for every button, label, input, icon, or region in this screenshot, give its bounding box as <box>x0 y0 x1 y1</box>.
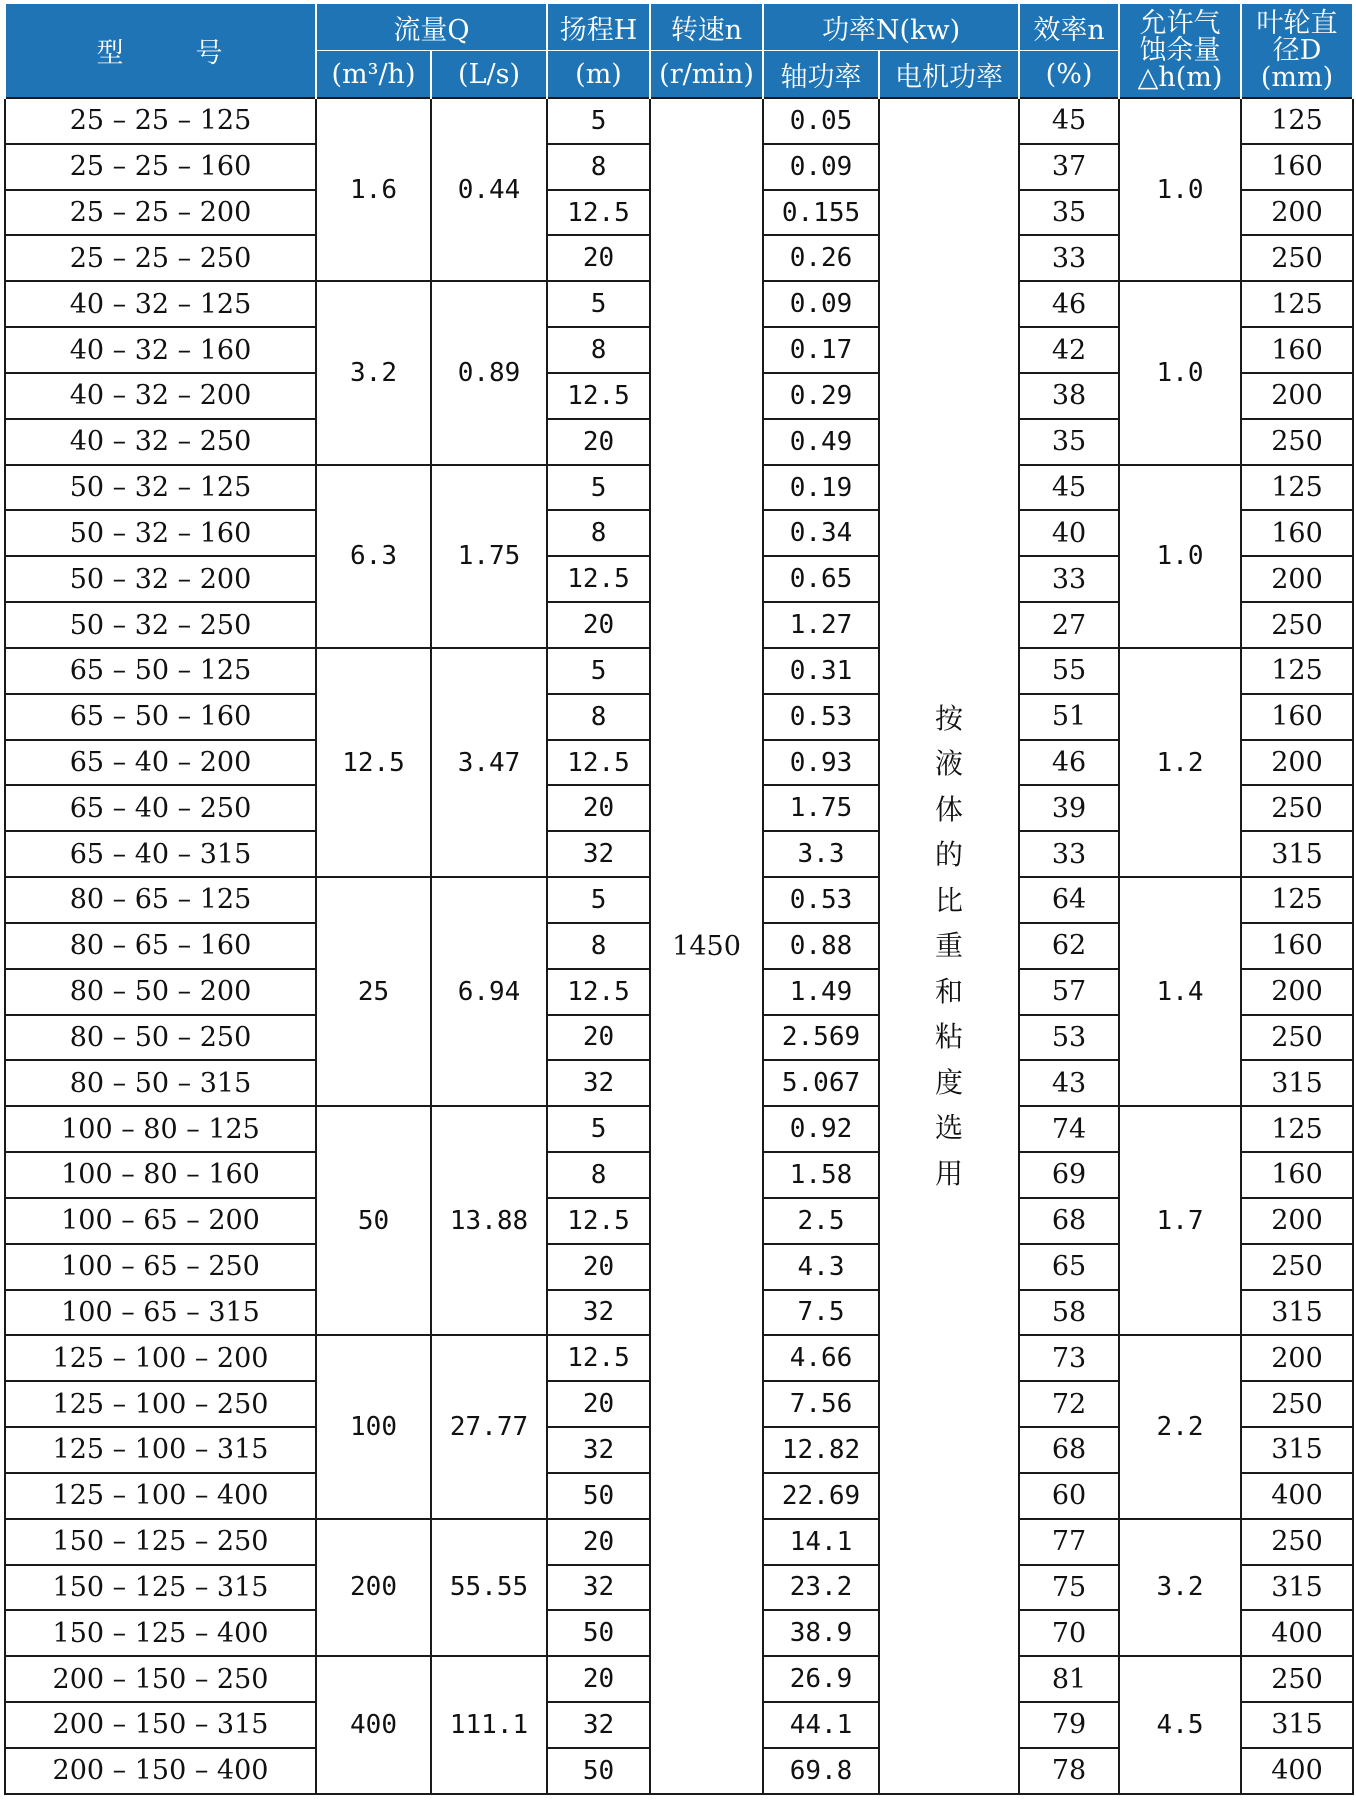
model-cell: 100 – 80 – 160 <box>5 1152 316 1198</box>
head-cell: 12.5 <box>547 556 650 602</box>
model-cell: 50 – 32 – 200 <box>5 556 316 602</box>
speed-cell: 1450 <box>650 98 763 1794</box>
model-cell: 200 – 150 – 315 <box>5 1702 316 1748</box>
impeller-diameter-cell: 160 <box>1241 694 1353 740</box>
efficiency-cell: 55 <box>1019 648 1119 694</box>
shaft-power-cell: 0.155 <box>763 190 879 236</box>
npsh-cell: 3.2 <box>1119 1519 1241 1656</box>
shaft-power-cell: 0.92 <box>763 1106 879 1152</box>
model-cell: 150 – 125 – 250 <box>5 1519 316 1565</box>
impeller-diameter-cell: 160 <box>1241 1152 1353 1198</box>
flow-m3h-cell: 400 <box>316 1656 431 1794</box>
impeller-diameter-cell: 315 <box>1241 1427 1353 1473</box>
shaft-power-cell: 0.09 <box>763 281 879 327</box>
model-cell: 80 – 50 – 250 <box>5 1015 316 1061</box>
flow-ls-cell: 111.1 <box>431 1656 547 1794</box>
impeller-diameter-cell: 250 <box>1241 1656 1353 1702</box>
impeller-diameter-cell: 250 <box>1241 1015 1353 1061</box>
header-head: 扬程H <box>547 4 650 51</box>
head-cell: 32 <box>547 1060 650 1106</box>
head-cell: 12.5 <box>547 740 650 786</box>
shaft-power-cell: 26.9 <box>763 1656 879 1702</box>
shaft-power-cell: 0.29 <box>763 373 879 419</box>
impeller-diameter-cell: 400 <box>1241 1748 1353 1794</box>
impeller-diameter-cell: 125 <box>1241 877 1353 923</box>
shaft-power-cell: 0.88 <box>763 923 879 969</box>
shaft-power-cell: 0.31 <box>763 648 879 694</box>
efficiency-cell: 33 <box>1019 556 1119 602</box>
model-cell: 65 – 40 – 315 <box>5 831 316 877</box>
efficiency-cell: 72 <box>1019 1381 1119 1427</box>
model-cell: 125 – 100 – 200 <box>5 1335 316 1381</box>
npsh-cell: 4.5 <box>1119 1656 1241 1794</box>
model-cell: 40 – 32 – 160 <box>5 327 316 373</box>
efficiency-cell: 35 <box>1019 190 1119 236</box>
shaft-power-cell: 3.3 <box>763 831 879 877</box>
efficiency-cell: 68 <box>1019 1427 1119 1473</box>
model-cell: 80 – 50 – 315 <box>5 1060 316 1106</box>
efficiency-cell: 62 <box>1019 923 1119 969</box>
efficiency-cell: 33 <box>1019 235 1119 281</box>
head-cell: 5 <box>547 648 650 694</box>
head-cell: 32 <box>547 1427 650 1473</box>
efficiency-cell: 78 <box>1019 1748 1119 1794</box>
shaft-power-cell: 0.17 <box>763 327 879 373</box>
head-cell: 20 <box>547 1244 650 1290</box>
efficiency-cell: 46 <box>1019 740 1119 786</box>
impeller-diameter-cell: 125 <box>1241 98 1353 144</box>
impeller-diameter-cell: 125 <box>1241 465 1353 511</box>
model-cell: 125 – 100 – 315 <box>5 1427 316 1473</box>
efficiency-cell: 27 <box>1019 602 1119 648</box>
model-cell: 125 – 100 – 400 <box>5 1473 316 1519</box>
shaft-power-cell: 44.1 <box>763 1702 879 1748</box>
impeller-diameter-cell: 250 <box>1241 602 1353 648</box>
model-cell: 50 – 32 – 125 <box>5 465 316 511</box>
shaft-power-cell: 0.53 <box>763 694 879 740</box>
head-cell: 5 <box>547 877 650 923</box>
shaft-power-cell: 2.569 <box>763 1015 879 1061</box>
motor-power-note-char: 和 <box>935 974 964 1008</box>
shaft-power-cell: 22.69 <box>763 1473 879 1519</box>
model-cell: 100 – 65 – 200 <box>5 1198 316 1244</box>
impeller-diameter-cell: 200 <box>1241 1335 1353 1381</box>
impeller-diameter-cell: 250 <box>1241 235 1353 281</box>
head-cell: 20 <box>547 785 650 831</box>
shaft-power-cell: 0.53 <box>763 877 879 923</box>
impeller-diameter-cell: 160 <box>1241 510 1353 556</box>
head-cell: 32 <box>547 1565 650 1611</box>
head-cell: 8 <box>547 510 650 556</box>
model-cell: 50 – 32 – 160 <box>5 510 316 556</box>
flow-ls-cell: 1.75 <box>431 465 547 648</box>
header-model: 型 号 <box>5 4 316 99</box>
shaft-power-cell: 38.9 <box>763 1610 879 1656</box>
head-cell: 20 <box>547 235 650 281</box>
shaft-power-cell: 1.75 <box>763 785 879 831</box>
model-cell: 65 – 50 – 125 <box>5 648 316 694</box>
motor-power-note-char: 粘 <box>935 1020 964 1054</box>
efficiency-cell: 58 <box>1019 1290 1119 1336</box>
model-cell: 40 – 32 – 250 <box>5 419 316 465</box>
head-cell: 20 <box>547 602 650 648</box>
model-cell: 80 – 65 – 160 <box>5 923 316 969</box>
efficiency-cell: 74 <box>1019 1106 1119 1152</box>
flow-m3h-cell: 6.3 <box>316 465 431 648</box>
header-shaft-power: 轴功率 <box>763 51 879 99</box>
motor-power-note-char: 的 <box>935 838 964 872</box>
header-power: 功率N(kw) <box>763 4 1019 51</box>
head-cell: 20 <box>547 1519 650 1565</box>
flow-m3h-cell: 12.5 <box>316 648 431 877</box>
head-cell: 8 <box>547 923 650 969</box>
flow-ls-cell: 55.55 <box>431 1519 547 1656</box>
shaft-power-cell: 2.5 <box>763 1198 879 1244</box>
npsh-cell: 1.0 <box>1119 465 1241 648</box>
shaft-power-cell: 0.34 <box>763 510 879 556</box>
shaft-power-cell: 0.09 <box>763 144 879 190</box>
motor-power-note-text <box>933 696 965 1197</box>
head-cell: 50 <box>547 1473 650 1519</box>
shaft-power-cell: 0.19 <box>763 465 879 511</box>
head-cell: 8 <box>547 144 650 190</box>
efficiency-cell: 77 <box>1019 1519 1119 1565</box>
flow-ls-cell: 6.94 <box>431 877 547 1106</box>
flow-m3h-cell: 50 <box>316 1106 431 1335</box>
head-cell: 5 <box>547 98 650 144</box>
motor-power-note-char: 用 <box>935 1156 964 1190</box>
model-cell: 25 – 25 – 200 <box>5 190 316 236</box>
efficiency-cell: 65 <box>1019 1244 1119 1290</box>
motor-power-note-char: 重 <box>935 929 964 963</box>
head-cell: 8 <box>547 694 650 740</box>
model-cell: 40 – 32 – 125 <box>5 281 316 327</box>
efficiency-cell: 73 <box>1019 1335 1119 1381</box>
head-cell: 12.5 <box>547 1335 650 1381</box>
model-cell: 125 – 100 – 250 <box>5 1381 316 1427</box>
header-flow-unit-ls: (L/s) <box>431 51 547 99</box>
efficiency-cell: 37 <box>1019 144 1119 190</box>
impeller-diameter-cell: 315 <box>1241 831 1353 877</box>
npsh-cell: 2.2 <box>1119 1335 1241 1518</box>
impeller-diameter-cell: 315 <box>1241 1060 1353 1106</box>
header-efficiency: 效率n <box>1019 4 1119 51</box>
impeller-diameter-cell: 200 <box>1241 1198 1353 1244</box>
head-cell: 20 <box>547 1381 650 1427</box>
head-cell: 5 <box>547 1106 650 1152</box>
impeller-diameter-cell: 200 <box>1241 373 1353 419</box>
head-cell: 12.5 <box>547 1198 650 1244</box>
shaft-power-cell: 23.2 <box>763 1565 879 1611</box>
impeller-diameter-cell: 200 <box>1241 556 1353 602</box>
shaft-power-cell: 7.5 <box>763 1290 879 1336</box>
motor-power-note-char: 选 <box>935 1111 964 1145</box>
head-cell: 20 <box>547 419 650 465</box>
impeller-diameter-cell: 200 <box>1241 969 1353 1015</box>
shaft-power-cell: 1.49 <box>763 969 879 1015</box>
head-cell: 32 <box>547 831 650 877</box>
model-cell: 150 – 125 – 315 <box>5 1565 316 1611</box>
motor-power-note-char: 比 <box>935 883 964 917</box>
efficiency-cell: 69 <box>1019 1152 1119 1198</box>
efficiency-cell: 33 <box>1019 831 1119 877</box>
shaft-power-cell: 1.58 <box>763 1152 879 1198</box>
shaft-power-cell: 0.26 <box>763 235 879 281</box>
impeller-diameter-cell: 250 <box>1241 419 1353 465</box>
impeller-diameter-cell: 315 <box>1241 1702 1353 1748</box>
npsh-cell: 1.2 <box>1119 648 1241 877</box>
efficiency-cell: 38 <box>1019 373 1119 419</box>
header-speed-unit: (r/min) <box>650 51 763 99</box>
model-cell: 25 – 25 – 250 <box>5 235 316 281</box>
flow-m3h-cell: 100 <box>316 1335 431 1518</box>
model-cell: 200 – 150 – 250 <box>5 1656 316 1702</box>
impeller-diameter-cell: 160 <box>1241 144 1353 190</box>
head-cell: 8 <box>547 327 650 373</box>
head-cell: 32 <box>547 1702 650 1748</box>
header-impeller-diameter: 叶轮直 径D (mm) <box>1241 4 1353 99</box>
impeller-diameter-cell: 400 <box>1241 1473 1353 1519</box>
flow-ls-cell: 27.77 <box>431 1335 547 1518</box>
motor-power-note <box>879 98 1019 1794</box>
header-speed: 转速n <box>650 4 763 51</box>
flow-m3h-cell: 200 <box>316 1519 431 1656</box>
efficiency-cell: 42 <box>1019 327 1119 373</box>
head-cell: 12.5 <box>547 373 650 419</box>
shaft-power-cell: 12.82 <box>763 1427 879 1473</box>
model-cell: 150 – 125 – 400 <box>5 1610 316 1656</box>
model-cell: 80 – 50 – 200 <box>5 969 316 1015</box>
impeller-diameter-cell: 315 <box>1241 1565 1353 1611</box>
flow-ls-cell: 3.47 <box>431 648 547 877</box>
head-cell: 5 <box>547 281 650 327</box>
model-cell: 40 – 32 – 200 <box>5 373 316 419</box>
model-cell: 100 – 65 – 315 <box>5 1290 316 1336</box>
flow-ls-cell: 0.44 <box>431 98 547 281</box>
efficiency-cell: 35 <box>1019 419 1119 465</box>
efficiency-cell: 51 <box>1019 694 1119 740</box>
header-head-unit: (m) <box>547 51 650 99</box>
impeller-diameter-cell: 125 <box>1241 281 1353 327</box>
header-flow: 流量Q <box>316 4 547 51</box>
impeller-diameter-cell: 315 <box>1241 1290 1353 1336</box>
impeller-diameter-cell: 400 <box>1241 1610 1353 1656</box>
table-body <box>5 98 1353 1794</box>
flow-ls-cell: 13.88 <box>431 1106 547 1335</box>
efficiency-cell: 46 <box>1019 281 1119 327</box>
efficiency-cell: 81 <box>1019 1656 1119 1702</box>
impeller-diameter-cell: 250 <box>1241 1519 1353 1565</box>
efficiency-cell: 57 <box>1019 969 1119 1015</box>
flow-m3h-cell: 3.2 <box>316 281 431 464</box>
pump-performance-table <box>4 3 1354 1795</box>
npsh-cell: 1.4 <box>1119 877 1241 1106</box>
efficiency-cell: 39 <box>1019 785 1119 831</box>
efficiency-cell: 79 <box>1019 1702 1119 1748</box>
efficiency-cell: 40 <box>1019 510 1119 556</box>
npsh-cell: 1.7 <box>1119 1106 1241 1335</box>
head-cell: 8 <box>547 1152 650 1198</box>
model-cell: 25 – 25 – 160 <box>5 144 316 190</box>
shaft-power-cell: 0.05 <box>763 98 879 144</box>
motor-power-note-char: 液 <box>935 747 964 781</box>
shaft-power-cell: 0.49 <box>763 419 879 465</box>
efficiency-cell: 68 <box>1019 1198 1119 1244</box>
shaft-power-cell: 0.65 <box>763 556 879 602</box>
table-header <box>5 4 1353 99</box>
efficiency-cell: 60 <box>1019 1473 1119 1519</box>
efficiency-cell: 70 <box>1019 1610 1119 1656</box>
model-cell: 200 – 150 – 400 <box>5 1748 316 1794</box>
motor-power-note-char: 按 <box>935 701 964 735</box>
model-cell: 65 – 50 – 160 <box>5 694 316 740</box>
efficiency-cell: 64 <box>1019 877 1119 923</box>
header-motor-power: 电机功率 <box>879 51 1019 99</box>
model-cell: 65 – 40 – 200 <box>5 740 316 786</box>
head-cell: 5 <box>547 465 650 511</box>
header-flow-unit-m3h: (m³/h) <box>316 51 431 99</box>
impeller-diameter-cell: 250 <box>1241 785 1353 831</box>
flow-m3h-cell: 1.6 <box>316 98 431 281</box>
impeller-diameter-cell: 160 <box>1241 327 1353 373</box>
impeller-diameter-cell: 125 <box>1241 1106 1353 1152</box>
head-cell: 20 <box>547 1015 650 1061</box>
flow-m3h-cell: 25 <box>316 877 431 1106</box>
motor-power-note-char: 度 <box>935 1065 964 1099</box>
impeller-diameter-cell: 200 <box>1241 740 1353 786</box>
header-npsh: 允许气 蚀余量 △h(m) <box>1119 4 1241 99</box>
efficiency-cell: 53 <box>1019 1015 1119 1061</box>
model-cell: 100 – 65 – 250 <box>5 1244 316 1290</box>
npsh-cell: 1.0 <box>1119 98 1241 281</box>
model-cell: 25 – 25 – 125 <box>5 98 316 144</box>
shaft-power-cell: 1.27 <box>763 602 879 648</box>
impeller-diameter-cell: 250 <box>1241 1244 1353 1290</box>
impeller-diameter-cell: 160 <box>1241 923 1353 969</box>
impeller-diameter-cell: 200 <box>1241 190 1353 236</box>
shaft-power-cell: 5.067 <box>763 1060 879 1106</box>
head-cell: 50 <box>547 1610 650 1656</box>
shaft-power-cell: 4.3 <box>763 1244 879 1290</box>
model-cell: 100 – 80 – 125 <box>5 1106 316 1152</box>
table-row <box>5 98 1353 144</box>
head-cell: 50 <box>547 1748 650 1794</box>
shaft-power-cell: 69.8 <box>763 1748 879 1794</box>
npsh-cell: 1.0 <box>1119 281 1241 464</box>
model-cell: 65 – 40 – 250 <box>5 785 316 831</box>
model-cell: 50 – 32 – 250 <box>5 602 316 648</box>
efficiency-cell: 43 <box>1019 1060 1119 1106</box>
shaft-power-cell: 4.66 <box>763 1335 879 1381</box>
efficiency-cell: 45 <box>1019 98 1119 144</box>
model-cell: 80 – 65 – 125 <box>5 877 316 923</box>
shaft-power-cell: 14.1 <box>763 1519 879 1565</box>
efficiency-cell: 45 <box>1019 465 1119 511</box>
head-cell: 32 <box>547 1290 650 1336</box>
shaft-power-cell: 0.93 <box>763 740 879 786</box>
flow-ls-cell: 0.89 <box>431 281 547 464</box>
head-cell: 12.5 <box>547 969 650 1015</box>
head-cell: 12.5 <box>547 190 650 236</box>
head-cell: 20 <box>547 1656 650 1702</box>
header-efficiency-unit: (%) <box>1019 51 1119 99</box>
motor-power-note-char: 体 <box>935 792 964 826</box>
efficiency-cell: 75 <box>1019 1565 1119 1611</box>
shaft-power-cell: 7.56 <box>763 1381 879 1427</box>
impeller-diameter-cell: 250 <box>1241 1381 1353 1427</box>
impeller-diameter-cell: 125 <box>1241 648 1353 694</box>
